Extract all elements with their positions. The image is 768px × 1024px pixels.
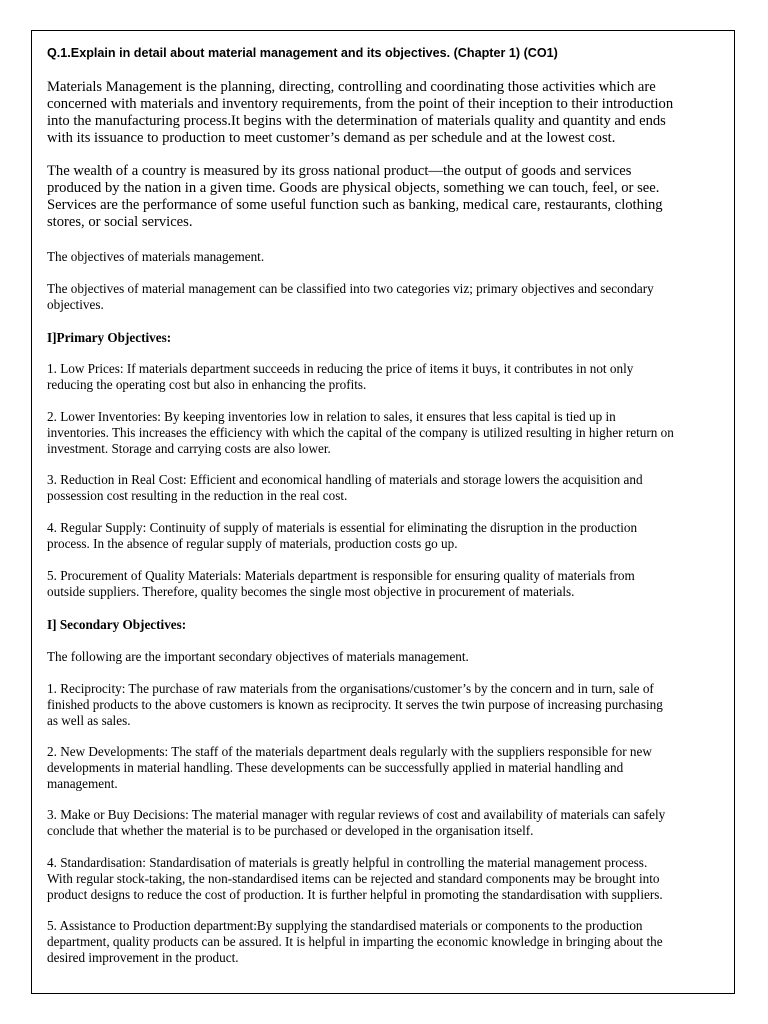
objectives-title — [47, 249, 729, 265]
secondary-objectives-heading: I] Secondary Objectives: — [47, 617, 187, 632]
intro-paragraph-1 — [47, 79, 731, 147]
text-line: management. — [47, 776, 118, 791]
text-line: 5. Procurement of Quality Materials: Materials department is responsible for ensuring quality of materials from — [47, 568, 635, 583]
text-line: reducing the operating cost but also in enhancing the profits. — [47, 377, 367, 392]
text-line: inventories. This increases the efficiency with which the capital of the company is utilized resulting in higher return on — [47, 425, 674, 440]
primary-objective-2 — [47, 409, 729, 457]
text-line: With regular stock-taking, the non-standardised items can be rejected and standard components may be brought into — [47, 871, 660, 886]
secondary-objective-5 — [47, 918, 729, 966]
text-line: The wealth of a country is measured by its gross national product—the output of goods and services — [47, 163, 632, 179]
text-line: department, quality products can be assured. It is helpful in imparting the economic knowledge in bringing about the — [47, 934, 663, 949]
text-line: 5. Assistance to Production department:By supplying the standardised materials or components to the production — [47, 918, 643, 933]
text-line: investment. Storage and carrying costs are also lower. — [47, 441, 331, 456]
text-line: stores, or social services. — [47, 214, 193, 230]
text-line: 3. Make or Buy Decisions: The material manager with regular reviews of cost and availability of materials can safely — [47, 807, 666, 822]
text-line: produced by the nation in a given time. Goods are physical objects, something we can touch, feel, or see. — [47, 180, 660, 196]
text-line: The objectives of materials management. — [47, 249, 265, 264]
text-line: 4. Regular Supply: Continuity of supply of materials is essential for eliminating the disruption in the production — [47, 520, 638, 535]
primary-objective-3 — [47, 472, 729, 504]
text-line: 2. Lower Inventories: By keeping inventories low in relation to sales, it ensures that less capital is tied up in — [47, 409, 616, 424]
intro-paragraph-2 — [47, 163, 731, 231]
secondary-intro — [47, 649, 729, 665]
text-line: conclude that whether the material is to be purchased or developed in the organisation itself. — [47, 823, 534, 838]
question-title: Q.1.Explain in detail about material management and its objectives. (Chapter 1) (CO1) — [47, 46, 558, 60]
text-line: with its issuance to production to meet customer’s demand as per schedule and at the lowest cost. — [47, 130, 616, 146]
text-line: finished products to the above customers is known as reciprocity. It serves the twin purpose of increasing purchasing — [47, 697, 663, 712]
text-line: product designs to reduce the cost of production. It is further helpful in promoting the standardisation with suppliers. — [47, 887, 663, 902]
text-line: 1. Low Prices: If materials department succeeds in reducing the price of items it buys, it contributes in not only — [47, 361, 634, 376]
text-line: possession cost resulting in the reduction in the real cost. — [47, 488, 348, 503]
text-line: objectives. — [47, 297, 104, 312]
text-line: into the manufacturing process.It begins with the determination of materials quality and quantity and ends — [47, 113, 666, 129]
primary-objective-5 — [47, 568, 729, 600]
secondary-objective-1 — [47, 681, 729, 729]
secondary-objective-3 — [47, 807, 729, 839]
primary-objective-4 — [47, 520, 729, 552]
text-line: concerned with materials and inventory requirements, from the point of their inception to their introduction — [47, 96, 674, 112]
text-line: developments in material handling. These developments can be successfully applied in material handling and — [47, 760, 624, 775]
text-line: 4. Standardisation: Standardisation of materials is greatly helpful in controlling the material management process. — [47, 855, 648, 870]
text-line: outside suppliers. Therefore, quality becomes the single most objective in procurement of materials. — [47, 584, 575, 599]
text-line: desired improvement in the product. — [47, 950, 239, 965]
text-line: Materials Management is the planning, directing, controlling and coordinating those activities which are — [47, 79, 656, 95]
document-page — [31, 30, 735, 994]
secondary-objective-2 — [47, 744, 729, 792]
objectives-intro — [47, 281, 729, 313]
text-line: process. In the absence of regular supply of materials, production costs go up. — [47, 536, 458, 551]
text-line: as well as sales. — [47, 713, 131, 728]
text-line: The objectives of material management can be classified into two categories viz; primary objectives and secondary — [47, 281, 654, 296]
primary-objectives-heading: I]Primary Objectives: — [47, 330, 172, 345]
secondary-objective-4 — [47, 855, 729, 903]
primary-objective-1 — [47, 361, 729, 393]
text-line: 1. Reciprocity: The purchase of raw materials from the organisations/customer’s by the concern and in turn, sale of — [47, 681, 654, 696]
text-line: 3. Reduction in Real Cost: Efficient and economical handling of materials and storage lowers the acquisition and — [47, 472, 643, 487]
text-line: 2. New Developments: The staff of the materials department deals regularly with the suppliers responsible for new — [47, 744, 652, 759]
text-line: Services are the performance of some useful function such as banking, medical care, restaurants, clothing — [47, 197, 663, 213]
text-line: The following are the important secondary objectives of materials management. — [47, 649, 469, 664]
